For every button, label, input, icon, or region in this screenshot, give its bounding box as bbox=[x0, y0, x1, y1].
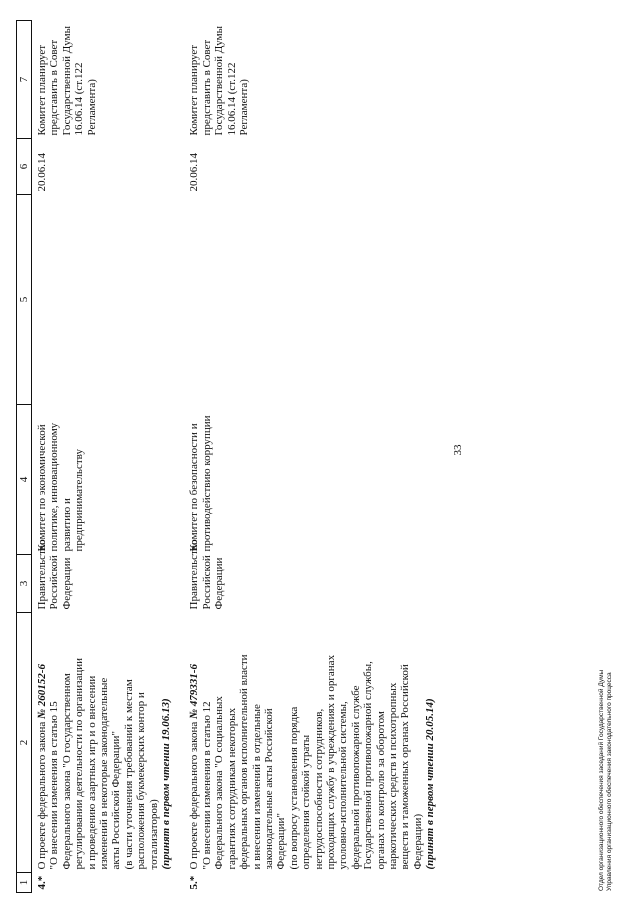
description-line: федеральной противопожарной службе bbox=[349, 685, 362, 870]
responsible-committee: Комитет по экономической политике, инновационному развитию и предпринимательству bbox=[36, 422, 86, 552]
bills-table bbox=[16, 20, 449, 893]
bill-description bbox=[184, 613, 448, 873]
description-line: проходящих службу в учреждениях и органах bbox=[324, 654, 337, 870]
description-line: тотализаторов) bbox=[147, 799, 160, 870]
description-line: расположения букмекерских контор и bbox=[135, 692, 148, 870]
table-row bbox=[32, 21, 185, 893]
bill-number: № 260152-6 bbox=[36, 664, 48, 720]
description-line: нетрудоспособности сотрудников, bbox=[312, 708, 325, 870]
row-number: 4.* bbox=[36, 875, 48, 890]
column-header-1: 1 bbox=[17, 873, 32, 893]
description-line: Федерального закона "О государственном bbox=[60, 673, 73, 870]
description-line: законодательные акты Российской bbox=[262, 708, 275, 870]
description-line: уголовно-исполнительной системы, bbox=[337, 701, 350, 870]
responsible-committee: Комитет по безопасности и противодействию коррупции bbox=[188, 415, 213, 552]
table-header-row bbox=[17, 21, 32, 893]
reading-note: (принят в первом чтении 20.05.14) bbox=[424, 698, 437, 870]
bill-title-prefix: О проекте федерального закона bbox=[36, 719, 48, 870]
description-line: и проведению азартных игр и о внесении bbox=[85, 675, 98, 870]
plan-note: Комитет планирует представить в Совет Государственной Думы 16.06.14 (ст.122 Регламента) bbox=[36, 25, 98, 136]
description-line: Федерального закона "О социальных bbox=[213, 696, 226, 870]
column-header-4: 4 bbox=[17, 405, 32, 555]
column-header-3: 3 bbox=[17, 555, 32, 613]
bill-title-prefix: О проекте федерального закона bbox=[188, 719, 201, 870]
reading-note: (принят в первом чтении 19.06.13) bbox=[160, 698, 173, 870]
description-line: веществ и таможенных органах Российской bbox=[399, 664, 412, 870]
date: 20.06.14 bbox=[188, 153, 201, 192]
description-line: Федерации" bbox=[275, 813, 288, 870]
description-line: Государственной противопожарной службы, bbox=[362, 661, 375, 870]
bill-number: № 479331-6 bbox=[188, 664, 201, 720]
description-line: определения стойкой утраты bbox=[300, 734, 313, 870]
page-footer bbox=[598, 670, 614, 891]
column-5-value bbox=[32, 195, 185, 405]
footer-line-1: Отдел организационного обеспечения заседаний Государственной Думы bbox=[598, 669, 605, 891]
description-line: изменений в некоторые законодательные bbox=[98, 677, 111, 870]
description-line: органах по контролю за оборотом bbox=[374, 711, 387, 870]
plan-note: Комитет планирует представить в Совет Государственной Думы 16.06.14 (ст.122 Регламента) bbox=[188, 25, 251, 136]
description-line: регулировании деятельности по организации bbox=[73, 657, 86, 870]
column-header-5: 5 bbox=[17, 195, 32, 405]
date: 20.06.14 bbox=[36, 153, 48, 192]
initiator: Правительство Российской Федерации bbox=[36, 539, 73, 610]
footer-line-2: Управления организационного обеспечения законодательного процесса bbox=[606, 672, 613, 891]
description-line: "О внесении изменения в статью 15 bbox=[48, 701, 61, 870]
column-header-6: 6 bbox=[17, 139, 32, 195]
description-line: федеральных органов исполнительной власти bbox=[238, 654, 251, 870]
page-number: 33 bbox=[452, 444, 464, 456]
bill-description bbox=[32, 613, 185, 873]
description-line: Федерации) bbox=[411, 813, 424, 870]
column-header-7: 7 bbox=[17, 21, 32, 139]
initiator: Правительство Российской Федерации bbox=[188, 539, 226, 610]
description-line: акты Российской Федерации" bbox=[110, 731, 123, 870]
row-number: 5.* bbox=[188, 875, 201, 890]
column-header-2: 2 bbox=[17, 613, 32, 873]
description-line: (в части уточнения требований к местам bbox=[122, 679, 135, 870]
description-line: (по вопросу установления порядка bbox=[287, 706, 300, 870]
column-5-value bbox=[184, 195, 448, 405]
description-line: и внесении изменений в отдельные bbox=[250, 704, 263, 870]
table-row bbox=[184, 21, 448, 893]
description-line: "О внесении изменения в статью 12 bbox=[200, 701, 213, 870]
description-line: наркотических средств и психотропных bbox=[386, 682, 399, 870]
description-line: гарантиях сотрудникам некоторых bbox=[225, 707, 238, 870]
